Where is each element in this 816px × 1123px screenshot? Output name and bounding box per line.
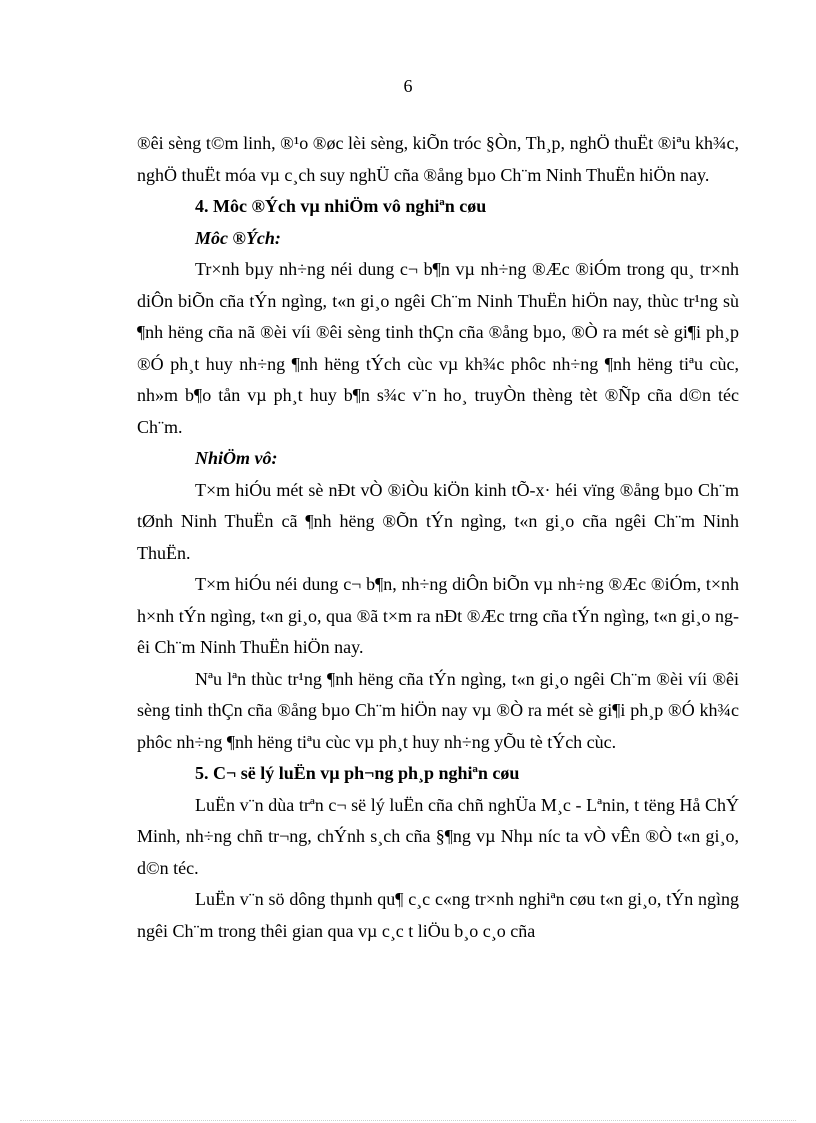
paragraph-task-2: T×m hiÓu néi dung c¬ b¶n, nh÷ng diÔn biÕn vµ nh÷ng ®Æc ®iÓm, t×nh h×nh tÝn ngìng, t«n gi¸o, qua ®ã t×m ra nÐt ®Æc trng cña tÝn ngìng, t«n gi¸o ngêi Ch¨m Ninh ThuËn hiÖn nay. <box>137 574 739 657</box>
subheading-purpose: Môc ®Ých: <box>195 227 281 248</box>
section-heading-4: 4. Môc ®Ých vµ nhiÖm vô nghiªn cøu <box>195 196 487 216</box>
subheading-tasks: NhiÖm vô: <box>195 448 278 468</box>
paragraph-task-3: Nªu lªn thùc tr¹ng ¶nh hëng cña tÝn ngìng, t«n gi¸o ngêi Ch¨m ®èi víi ®êi sèng tinh thÇn cña ®ång bµo Ch¨m hiÖn nay vµ ®Ò ra mét sè gi¶i ph¸p ®Ó kh¾c phôc nh÷ng ¶nh hëng tiªu cùc vµ ph¸t huy nh÷ng yÕu tè tÝch cùc. <box>137 668 739 752</box>
page-bottom-divider <box>20 1120 796 1121</box>
section-heading-5: 5. C¬ së lý luËn vµ ph¬ng ph¸p nghiªn cøu <box>195 763 520 783</box>
paragraph-purpose: Tr×nh bµy nh÷ng néi dung c¬ b¶n vµ nh÷ng ®Æc ®iÓm trong qu¸ tr×nh diÔn biÕn cña tÝn ngìng, t«n gi¸o ngêi Ch¨m Ninh ThuËn hiÖn nay, thùc tr¹ng sù ¶nh hëng cña nã ®èi víi ®êi sèng tinh thÇn cña ®ång bµo, ®Ò ra mét sè gi¶i ph¸p ®Ó ph¸t huy nh÷ng ¶nh hëng tÝch cùc vµ kh¾c phôc nh÷ng ¶nh hëng tiªu cùc, nh»m b¶o tån vµ ph¸t huy b¶n s¾c v¨n ho¸ truyÒn thèng tèt ®Ñp cña d©n téc Ch¨m. <box>137 259 739 437</box>
document-body <box>137 128 739 947</box>
paragraph-task-1: T×m hiÓu mét sè nÐt vÒ ®iÒu kiÖn kinh tÕ-x· héi vïng ®ång bµo Ch¨m tØnh Ninh ThuËn cã ¶nh hëng ®Õn tÝn ngìng, t«n gi¸o cña ngêi Ch¨m Ninh ThuËn. <box>137 479 739 563</box>
page-number: 6 <box>403 76 413 96</box>
paragraph-continuation: ®êi sèng t©m linh, ®¹o ®øc lèi sèng, kiÕn tróc §Òn, Th¸p, nghÖ thuËt ®iªu kh¾c, nghÖ thuËt móa vµ c¸ch suy nghÜ cña ®ång bµo Ch¨m Ninh ThuËn hiÖn nay. <box>137 133 739 185</box>
paragraph-theory: LuËn v¨n dùa trªn c¬ së lý luËn cña chñ nghÜa M¸c - Lªnin, t tëng Hå ChÝ Minh, nh÷ng chñ tr¬ng, chÝnh s¸ch cña §¶ng vµ Nhµ níc ta vÒ vÊn ®Ò t«n gi¸o, d©n téc. <box>137 794 739 878</box>
paragraph-methods: LuËn v¨n sö dông thµnh qu¶ c¸c c«ng tr×nh nghiªn cøu t«n gi¸o, tÝn ngìng ngêi Ch¨m trong thêi gian qua vµ c¸c t liÖu b¸o c¸o cña <box>137 889 739 941</box>
